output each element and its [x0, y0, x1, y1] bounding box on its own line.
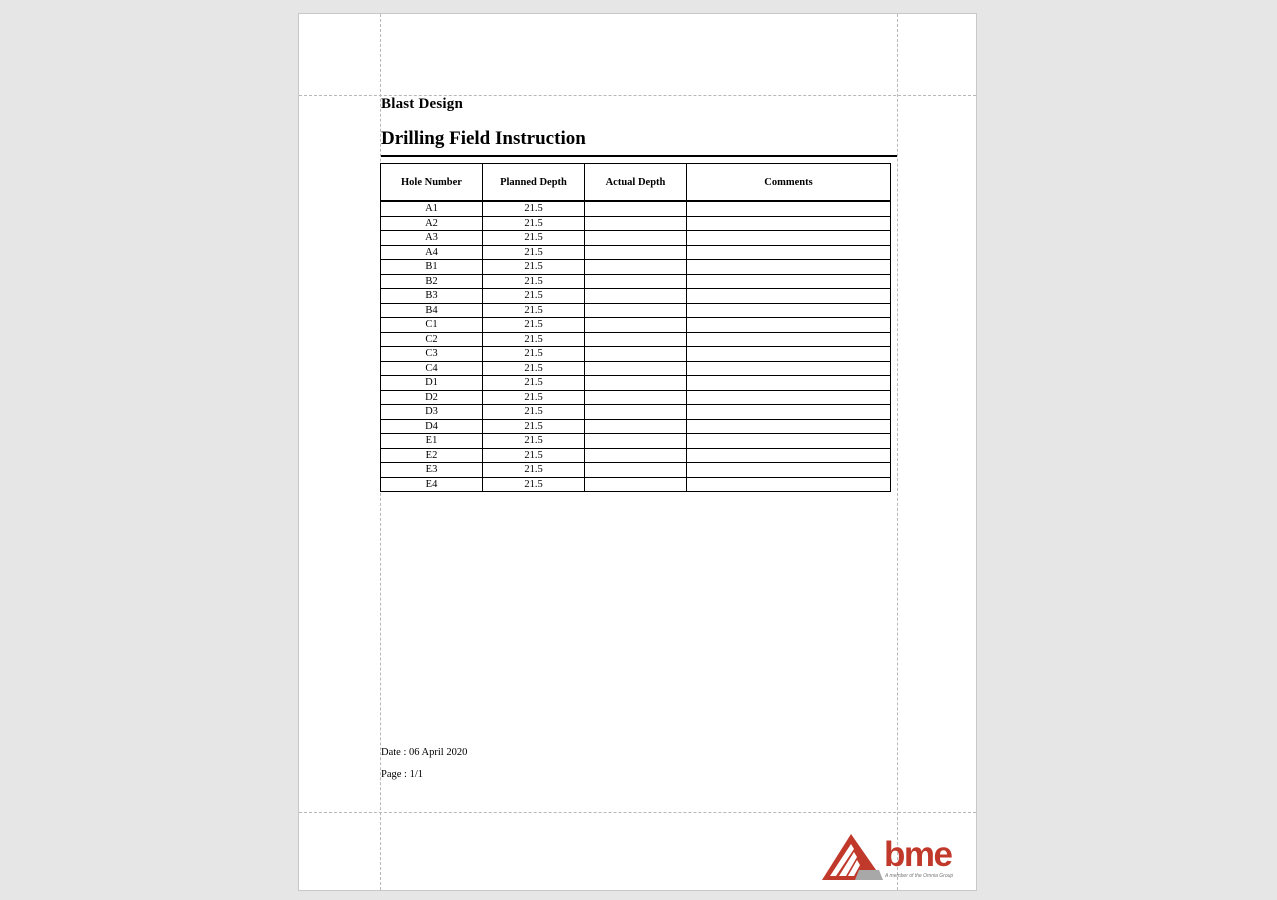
cell-planned-depth: 21.5: [483, 448, 585, 463]
cell-comments[interactable]: [687, 318, 891, 333]
column-header-planned-depth: Planned Depth: [483, 164, 585, 202]
cell-planned-depth: 21.5: [483, 390, 585, 405]
title-divider: [381, 155, 897, 157]
cell-hole-number: C3: [381, 347, 483, 362]
cell-actual-depth[interactable]: [585, 245, 687, 260]
cell-planned-depth: 21.5: [483, 303, 585, 318]
table-row: [381, 463, 891, 478]
table-body: [381, 201, 891, 492]
table-row: [381, 347, 891, 362]
logo-tagline: A member of the Omnia Group: [885, 873, 954, 879]
cell-actual-depth[interactable]: [585, 274, 687, 289]
table-row: [381, 231, 891, 246]
logo-wordmark: bme: [884, 835, 952, 874]
cell-comments[interactable]: [687, 448, 891, 463]
cell-hole-number: E3: [381, 463, 483, 478]
cell-planned-depth: 21.5: [483, 347, 585, 362]
cell-planned-depth: 21.5: [483, 477, 585, 492]
cell-planned-depth: 21.5: [483, 289, 585, 304]
cell-actual-depth[interactable]: [585, 434, 687, 449]
table-row: [381, 477, 891, 492]
cell-hole-number: E2: [381, 448, 483, 463]
cell-actual-depth[interactable]: [585, 231, 687, 246]
cell-planned-depth: 21.5: [483, 419, 585, 434]
cell-actual-depth[interactable]: [585, 405, 687, 420]
cell-hole-number: B4: [381, 303, 483, 318]
cell-planned-depth: 21.5: [483, 318, 585, 333]
cell-hole-number: C4: [381, 361, 483, 376]
cell-actual-depth[interactable]: [585, 347, 687, 362]
table-row: [381, 419, 891, 434]
cell-hole-number: C1: [381, 318, 483, 333]
table-row: [381, 318, 891, 333]
cell-actual-depth[interactable]: [585, 289, 687, 304]
report-date: Date : 06 April 2020: [381, 747, 468, 758]
cell-hole-number: D1: [381, 376, 483, 391]
column-header-hole-number: Hole Number: [381, 164, 483, 202]
cell-hole-number: D4: [381, 419, 483, 434]
cell-planned-depth: 21.5: [483, 260, 585, 275]
table-row: [381, 405, 891, 420]
cell-actual-depth[interactable]: [585, 303, 687, 318]
table-row: [381, 289, 891, 304]
table-row: [381, 332, 891, 347]
cell-comments[interactable]: [687, 434, 891, 449]
cell-actual-depth[interactable]: [585, 448, 687, 463]
table-row: [381, 260, 891, 275]
page-number: Page : 1/1: [381, 769, 423, 780]
cell-hole-number: E1: [381, 434, 483, 449]
cell-actual-depth[interactable]: [585, 390, 687, 405]
table-header-row: [381, 164, 891, 202]
report-page: [298, 13, 977, 891]
cell-planned-depth: 21.5: [483, 463, 585, 478]
cell-planned-depth: 21.5: [483, 201, 585, 216]
table-row: [381, 448, 891, 463]
cell-actual-depth[interactable]: [585, 332, 687, 347]
cell-comments[interactable]: [687, 274, 891, 289]
cell-comments[interactable]: [687, 231, 891, 246]
cell-actual-depth[interactable]: [585, 477, 687, 492]
cell-hole-number: A1: [381, 201, 483, 216]
table-row: [381, 216, 891, 231]
drilling-table: [380, 163, 891, 492]
cell-hole-number: C2: [381, 332, 483, 347]
cell-comments[interactable]: [687, 216, 891, 231]
cell-actual-depth[interactable]: [585, 419, 687, 434]
table-row: [381, 201, 891, 216]
cell-comments[interactable]: [687, 260, 891, 275]
cell-comments[interactable]: [687, 419, 891, 434]
cell-comments[interactable]: [687, 477, 891, 492]
cell-planned-depth: 21.5: [483, 216, 585, 231]
cell-planned-depth: 21.5: [483, 245, 585, 260]
bme-logo-icon: [821, 830, 971, 882]
right-margin-guide: [897, 14, 898, 890]
cell-hole-number: D2: [381, 390, 483, 405]
cell-planned-depth: 21.5: [483, 405, 585, 420]
cell-comments[interactable]: [687, 463, 891, 478]
cell-actual-depth[interactable]: [585, 216, 687, 231]
cell-hole-number: A4: [381, 245, 483, 260]
cell-comments[interactable]: [687, 376, 891, 391]
cell-hole-number: B1: [381, 260, 483, 275]
table-row: [381, 274, 891, 289]
cell-actual-depth[interactable]: [585, 318, 687, 333]
cell-comments[interactable]: [687, 361, 891, 376]
cell-planned-depth: 21.5: [483, 434, 585, 449]
cell-hole-number: B2: [381, 274, 483, 289]
cell-comments[interactable]: [687, 289, 891, 304]
cell-comments[interactable]: [687, 405, 891, 420]
cell-comments[interactable]: [687, 245, 891, 260]
table-row: [381, 303, 891, 318]
cell-actual-depth[interactable]: [585, 376, 687, 391]
cell-actual-depth[interactable]: [585, 201, 687, 216]
table-row: [381, 434, 891, 449]
table-row: [381, 361, 891, 376]
table-row: [381, 390, 891, 405]
cell-comments[interactable]: [687, 332, 891, 347]
column-header-actual-depth: Actual Depth: [585, 164, 687, 202]
logo-shade: [855, 870, 883, 880]
cell-planned-depth: 21.5: [483, 376, 585, 391]
cell-actual-depth[interactable]: [585, 463, 687, 478]
cell-hole-number: E4: [381, 477, 483, 492]
cell-hole-number: B3: [381, 289, 483, 304]
cell-hole-number: A2: [381, 216, 483, 231]
report-subtitle: Blast Design: [381, 96, 463, 112]
cell-planned-depth: 21.5: [483, 361, 585, 376]
cell-comments[interactable]: [687, 390, 891, 405]
cell-planned-depth: 21.5: [483, 231, 585, 246]
cell-hole-number: A3: [381, 231, 483, 246]
cell-comments[interactable]: [687, 347, 891, 362]
report-title: Drilling Field Instruction: [381, 128, 586, 149]
bottom-margin-guide: [299, 812, 976, 813]
company-logo: [821, 830, 971, 882]
cell-actual-depth[interactable]: [585, 361, 687, 376]
cell-comments[interactable]: [687, 201, 891, 216]
table-row: [381, 245, 891, 260]
cell-planned-depth: 21.5: [483, 274, 585, 289]
column-header-comments: Comments: [687, 164, 891, 202]
cell-planned-depth: 21.5: [483, 332, 585, 347]
cell-actual-depth[interactable]: [585, 260, 687, 275]
table-row: [381, 376, 891, 391]
cell-hole-number: D3: [381, 405, 483, 420]
cell-comments[interactable]: [687, 303, 891, 318]
